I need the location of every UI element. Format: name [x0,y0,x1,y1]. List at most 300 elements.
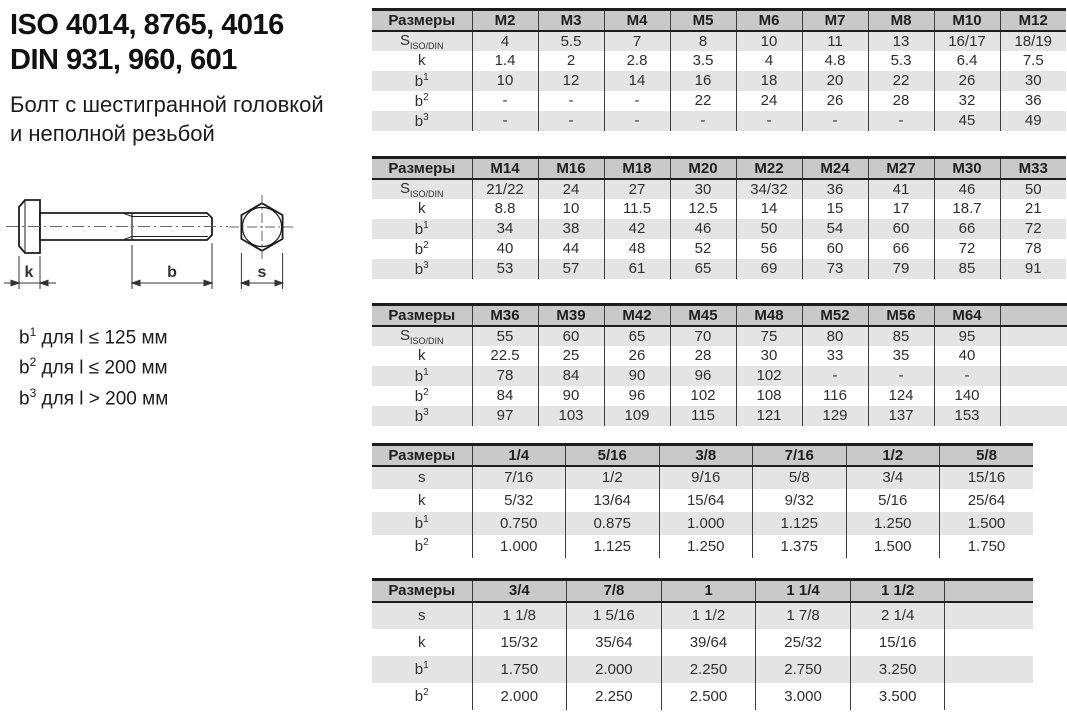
dim-value-cell: 116 [802,386,868,406]
dim-value-cell: 60 [868,219,934,239]
row-label-symbol: s [418,469,426,486]
size-column-header: M18 [604,158,670,179]
empty-cell [1000,386,1067,406]
dim-value-cell: 2.250 [661,656,756,683]
dim-value-cell: - [472,91,538,111]
dim-value-cell: 85 [934,259,1000,279]
size-column-header: M4 [604,10,670,31]
size-column-header: M45 [670,305,736,326]
table-row [372,656,1033,683]
row-label-symbol: b [414,407,424,425]
page-subtitle [10,90,324,148]
size-column-header: M30 [934,158,1000,179]
table-row [372,535,1033,558]
row-label-subscript: ISO/DIN [410,188,444,199]
size-column-header: M56 [868,305,934,326]
dim-value-cell: - [604,111,670,131]
row-label-superscript: 1 [423,71,429,83]
dim-value-cell: 1.250 [659,535,753,558]
dim-value-cell: 12 [538,71,604,91]
dim-value-cell: 15/64 [659,489,753,512]
size-column-header: 1 1/2 [850,580,945,602]
empty-cell [1000,406,1067,426]
dim-value-cell: 38 [538,219,604,239]
dim-value-cell: 137 [868,406,934,426]
dim-value-cell: 24 [736,91,802,111]
size-column-header: M6 [736,10,802,31]
size-column-header: M22 [736,158,802,179]
dim-value-cell: 21 [1000,199,1066,219]
size-column-header: M5 [670,10,736,31]
dim-value-cell: 70 [670,326,736,346]
dim-value-cell: 27 [604,179,670,199]
dim-value-cell: 54 [802,219,868,239]
dim-value-cell: 45 [934,111,1000,131]
dim-value-cell: 7.5 [1000,51,1066,71]
dim-value-cell: 26 [604,346,670,366]
dim-value-cell: - [670,111,736,131]
dim-value-cell: 1.000 [472,535,566,558]
empty-cell [945,629,1033,656]
table-corner-header: Размеры [372,158,472,179]
dim-value-cell: 72 [1000,219,1066,239]
empty-cell [945,602,1033,629]
dim-value-cell: 18 [736,71,802,91]
dim-value-cell: 79 [868,259,934,279]
row-label [372,91,472,111]
row-label-superscript: 1 [423,366,429,378]
size-column-header: 5/16 [566,445,660,466]
dim-value-cell: 35 [868,346,934,366]
dim-value-cell: 5/32 [472,489,566,512]
dim-value-cell: 30 [1000,71,1066,91]
dim-value-cell: 10 [736,31,802,51]
dim-value-cell: - [538,111,604,131]
row-label [372,219,472,239]
dim-value-cell: 21/22 [472,179,538,199]
table-row [372,512,1033,535]
dim-value-cell: 12.5 [670,199,736,219]
size-column-header: M14 [472,158,538,179]
table-row [372,346,1067,366]
dim-value-cell: 5/16 [846,489,940,512]
dim-value-cell: 80 [802,326,868,346]
size-column-header: M64 [934,305,1000,326]
dim-value-cell: 66 [868,239,934,259]
dim-value-cell: 3.500 [850,683,945,710]
dim-value-cell: 39/64 [661,629,756,656]
dim-value-cell: 69 [736,259,802,279]
dim-value-cell: 57 [538,259,604,279]
row-label-symbol: b [414,387,424,405]
size-column-header: M8 [868,10,934,31]
dim-value-cell: 55 [472,326,538,346]
row-label-symbol: b [414,661,424,678]
dim-value-cell: 3/4 [846,466,940,489]
row-label [372,239,472,259]
dim-value-cell: 35/64 [567,629,662,656]
dim-value-cell: 1.125 [566,535,660,558]
dim-value-cell: - [736,111,802,131]
row-label-symbol: b [414,538,424,555]
title-din: DIN 931, 960, 601 [10,44,237,76]
dim-value-cell: 13/64 [566,489,660,512]
row-label [372,111,472,131]
row-label-symbol: k [418,347,426,364]
size-column-header: 5/8 [940,445,1034,466]
dim-value-cell: 0.875 [566,512,660,535]
table-row [372,466,1033,489]
dim-value-cell: 65 [604,326,670,346]
dim-value-cell: 33 [802,346,868,366]
row-label-superscript: 2 [423,91,429,103]
row-label-superscript: 3 [423,406,429,418]
row-label [372,406,472,426]
dim-value-cell: 1 7/8 [756,602,851,629]
size-column-header: M16 [538,158,604,179]
table-row [372,71,1066,91]
dim-value-cell: 52 [670,239,736,259]
dim-value-cell: 14 [736,199,802,219]
dim-value-cell: - [802,366,868,386]
note-symbol: b [19,357,30,379]
dim-label-s: s [257,264,267,281]
dim-value-cell: 44 [538,239,604,259]
row-label-symbol: S [399,326,410,344]
row-label [372,386,472,406]
note-text: для l ≤ 125 мм [36,327,168,349]
empty-cell [1000,326,1067,346]
row-label-symbol: b [414,515,424,532]
row-label-symbol: b [414,220,424,238]
dim-value-cell: 72 [934,239,1000,259]
row-label [372,71,472,91]
row-label-symbol: k [418,491,426,509]
row-label [372,199,472,219]
dim-value-cell: 5.5 [538,31,604,51]
size-column-header: M36 [472,305,538,326]
dim-value-cell: 153 [934,406,1000,426]
dim-value-cell: 36 [802,179,868,199]
table-row [372,31,1066,51]
dim-value-cell: 3.000 [756,683,851,710]
size-column-header: 1 [661,580,756,602]
subtitle-line-2: и неполной резьбой [10,121,215,146]
dimension-b [132,243,212,289]
dim-table-4 [372,443,1033,558]
dim-value-cell: 4 [472,31,538,51]
dim-value-cell: 75 [736,326,802,346]
dim-value-cell: 25/64 [940,489,1034,512]
empty-cell [1000,346,1067,366]
row-label-superscript: 2 [423,687,429,698]
empty-cell [945,656,1033,683]
dimension-k [4,256,56,289]
size-column-header: M7 [802,10,868,31]
dim-value-cell: 90 [538,386,604,406]
dim-value-cell: 36 [1000,91,1066,111]
dim-value-cell: 18/19 [1000,31,1066,51]
note-sup: 1 [29,325,37,339]
empty-header-cell [945,580,1033,602]
dim-table-1 [372,8,1066,131]
dim-value-cell: 65 [670,259,736,279]
table-row [372,199,1066,219]
dim-value-cell: 2.500 [661,683,756,710]
row-label [372,366,472,386]
row-label-superscript: 3 [423,259,429,271]
dim-value-cell: 41 [868,179,934,199]
table-row [372,219,1066,239]
dim-value-cell: 1/2 [566,466,660,489]
dim-value-cell: 26 [802,91,868,111]
dim-value-cell: 32 [934,91,1000,111]
row-label-subscript: ISO/DIN [410,335,444,346]
dim-value-cell: - [868,111,934,131]
table-row [372,602,1033,629]
size-column-header: M10 [934,10,1000,31]
dim-value-cell: 42 [604,219,670,239]
table-row [372,406,1067,426]
row-label-superscript: 2 [423,386,429,398]
dim-value-cell: 4 [736,51,802,71]
dim-value-cell: 30 [670,179,736,199]
dim-value-cell: 115 [670,406,736,426]
dim-value-cell: - [538,91,604,111]
table-row [372,366,1067,386]
size-column-header: 7/8 [567,580,662,602]
dim-value-cell: 16/17 [934,31,1000,51]
dim-value-cell: 78 [1000,239,1066,259]
row-label-symbol: k [418,200,426,217]
note-b3 [19,381,168,411]
dim-value-cell: 60 [802,239,868,259]
table-row [372,111,1066,131]
dim-value-cell: 7 [604,31,670,51]
row-label [372,535,472,558]
row-label-superscript: 1 [423,219,429,231]
dim-value-cell: - [868,366,934,386]
bolt-drawing [0,185,320,320]
dim-value-cell: 0.750 [472,512,566,535]
dim-value-cell: 84 [472,386,538,406]
size-column-header: M3 [538,10,604,31]
dim-value-cell: 78 [472,366,538,386]
dim-value-cell: 16 [670,71,736,91]
dim-value-cell: 124 [868,386,934,406]
row-label-symbol: k [418,633,426,651]
dim-value-cell: 10 [472,71,538,91]
note-text: для l ≤ 200 мм [36,357,168,379]
size-column-header: 1/4 [472,445,566,466]
dim-value-cell: 28 [868,91,934,111]
row-label [372,346,472,366]
dim-value-cell: 1.500 [940,512,1034,535]
bolt-side-view [6,200,228,253]
dim-value-cell: 2 [538,51,604,71]
bolt-head-front-view [229,195,295,259]
dim-value-cell: 17 [868,199,934,219]
dim-value-cell: 97 [472,406,538,426]
subtitle-line-1: Болт с шестигранной головкой [10,92,324,117]
size-column-header: 3/8 [659,445,753,466]
table-corner-header: Размеры [372,305,472,326]
row-label-symbol: k [418,52,426,69]
dim-value-cell: 46 [934,179,1000,199]
dim-value-cell: 15 [802,199,868,219]
dim-value-cell: 8 [670,31,736,51]
size-column-header: M27 [868,158,934,179]
table-row [372,179,1066,199]
table-corner-header: Размеры [372,10,472,31]
dim-value-cell: 22.5 [472,346,538,366]
table-row [372,489,1033,512]
dim-value-cell: 9/32 [753,489,847,512]
row-label [372,259,472,279]
row-label-symbol: b [414,260,424,278]
row-label-symbol: b [414,92,424,110]
dim-table-2 [372,156,1066,279]
page-title [10,8,284,78]
row-label-symbol: S [399,31,410,49]
dim-value-cell: 1.000 [659,512,753,535]
dim-value-cell: 3.250 [850,656,945,683]
dim-value-cell: 103 [538,406,604,426]
size-column-header: 3/4 [472,580,567,602]
row-label-symbol: b [414,112,424,130]
dim-value-cell: 50 [1000,179,1066,199]
dim-value-cell: 3.5 [670,51,736,71]
dim-value-cell: 22 [670,91,736,111]
table-corner-header: Размеры [372,580,472,602]
dim-value-cell: 5/8 [753,466,847,489]
dim-value-cell: 9/16 [659,466,753,489]
dim-value-cell: 1.750 [472,656,567,683]
dim-value-cell: 129 [802,406,868,426]
dim-value-cell: 1 5/16 [567,602,662,629]
dim-value-cell: 1.4 [472,51,538,71]
dim-value-cell: 18.7 [934,199,1000,219]
dim-value-cell: 1.375 [753,535,847,558]
row-label-superscript: 1 [423,660,429,671]
empty-cell [1000,366,1067,386]
dim-value-cell: 96 [670,366,736,386]
dim-value-cell: 6.4 [934,51,1000,71]
row-label-superscript: 3 [423,111,429,123]
dim-value-cell: 48 [604,239,670,259]
row-label-superscript: 2 [423,537,429,548]
row-label [372,489,472,512]
dim-value-cell: 2.750 [756,656,851,683]
row-label [372,326,472,346]
dim-value-cell: 15/16 [940,466,1034,489]
dim-value-cell: 2 1/4 [850,602,945,629]
dim-value-cell: 14 [604,71,670,91]
dim-value-cell: - [802,111,868,131]
table-row [372,326,1067,346]
length-notes [19,320,168,411]
row-label-symbol: s [418,607,426,624]
row-label-superscript: 1 [423,514,429,525]
dim-value-cell: 11.5 [604,199,670,219]
empty-header-cell [1000,305,1067,326]
size-column-header: M24 [802,158,868,179]
row-label [372,683,472,710]
table-row [372,239,1066,259]
row-label-symbol: b [414,367,424,385]
note-symbol: b [19,327,30,349]
dim-value-cell: 2.000 [472,683,567,710]
dim-value-cell: 1.750 [940,535,1034,558]
dim-value-cell: 1.250 [846,512,940,535]
note-text: для l > 200 мм [36,387,169,409]
note-b2 [19,350,168,380]
dim-value-cell: 46 [670,219,736,239]
note-b1 [19,320,168,350]
size-column-header: 1 1/4 [756,580,851,602]
size-column-header: M52 [802,305,868,326]
row-label [372,466,472,489]
row-label [372,512,472,535]
table-row [372,386,1067,406]
note-sup: 2 [29,355,37,370]
size-column-header: M48 [736,305,802,326]
size-column-header: M20 [670,158,736,179]
dim-value-cell: 95 [934,326,1000,346]
dim-value-cell: 91 [1000,259,1066,279]
dim-value-cell: 20 [802,71,868,91]
table-row [372,259,1066,279]
dim-value-cell: - [934,366,1000,386]
row-label [372,656,472,683]
dim-value-cell: 30 [736,346,802,366]
row-label [372,602,472,629]
dim-label-b: b [167,264,177,281]
dim-table-3 [372,303,1067,426]
dim-value-cell: 85 [868,326,934,346]
dim-table-5 [372,578,1033,710]
dim-value-cell: 102 [736,366,802,386]
dim-value-cell: 2.250 [567,683,662,710]
dim-value-cell: 5.3 [868,51,934,71]
size-column-header: 7/16 [753,445,847,466]
size-column-header: M33 [1000,158,1066,179]
size-column-header: M2 [472,10,538,31]
dim-value-cell: 61 [604,259,670,279]
size-column-header: M12 [1000,10,1066,31]
row-label [372,31,472,51]
dim-value-cell: 140 [934,386,1000,406]
bolt-drawing-svg [0,185,320,315]
dim-value-cell: 50 [736,219,802,239]
dim-value-cell: 7/16 [472,466,566,489]
table-row [372,51,1066,71]
dim-value-cell: 34/32 [736,179,802,199]
size-column-header: M39 [538,305,604,326]
size-column-header: 1/2 [846,445,940,466]
dim-label-k: k [24,264,34,281]
dim-value-cell: 102 [670,386,736,406]
table-corner-header: Размеры [372,445,472,466]
table-row [372,629,1033,656]
dim-value-cell: 66 [934,219,1000,239]
dim-value-cell: 28 [670,346,736,366]
dim-value-cell: 34 [472,219,538,239]
dim-value-cell: 96 [604,386,670,406]
dim-value-cell: 1.125 [753,512,847,535]
dim-value-cell: 15/32 [472,629,567,656]
dim-value-cell: 60 [538,326,604,346]
